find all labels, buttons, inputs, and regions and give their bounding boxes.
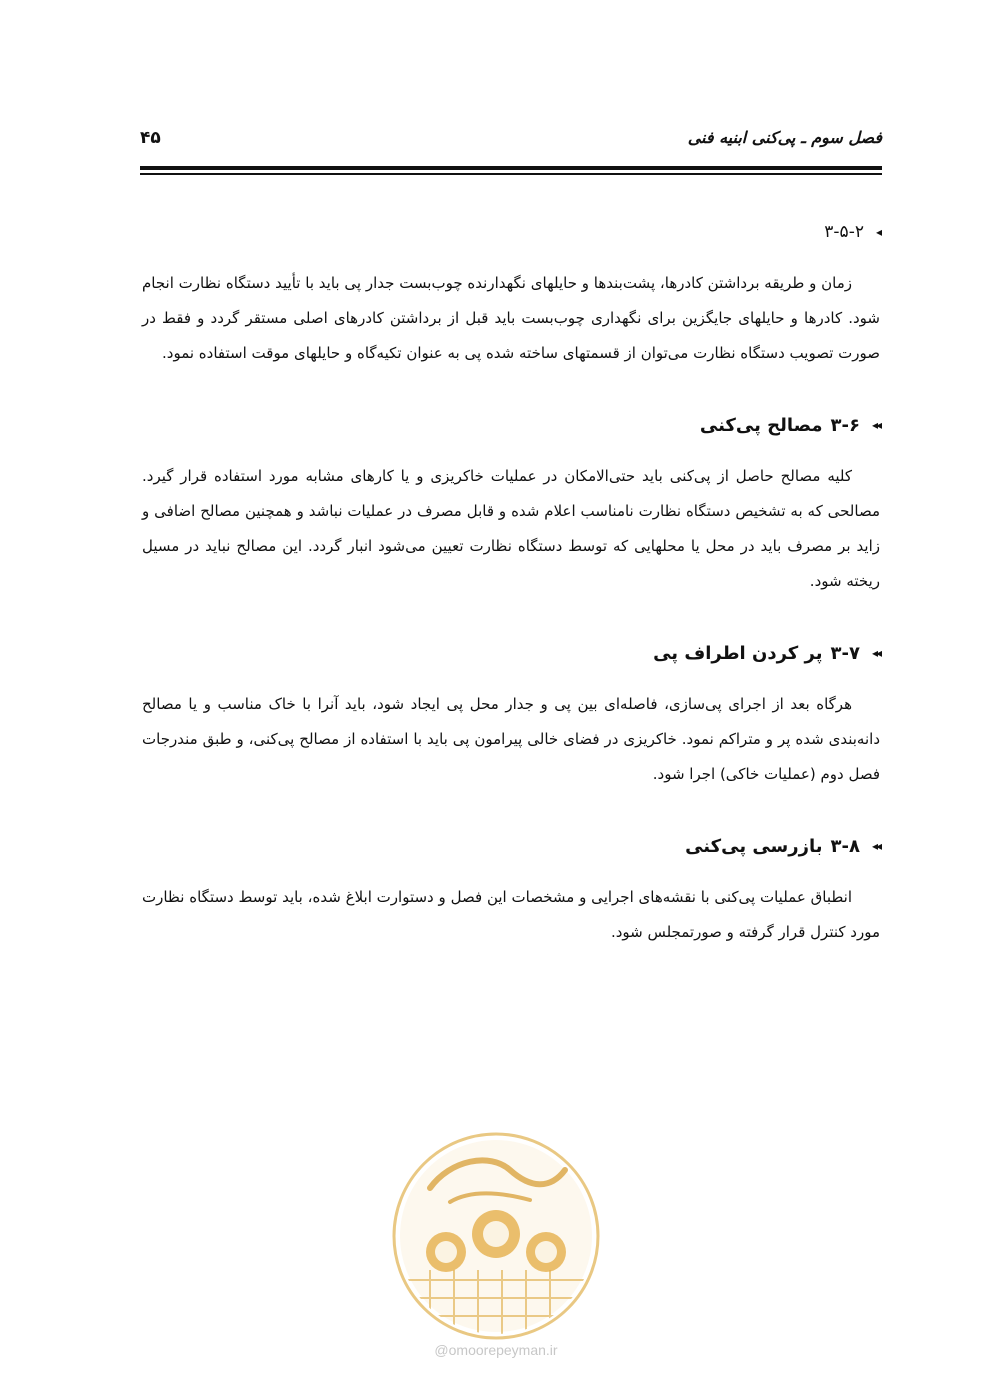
double-marker-icon: ◂◂ [871, 418, 880, 432]
section-number: ۳-۵-۲ [824, 222, 864, 242]
section-heading [142, 633, 880, 673]
header-rule-thick [140, 166, 882, 170]
section-heading [142, 405, 880, 445]
section-paragraph: انطباق عملیات پی‌کنی با نقشه‌های اجرایی و مشخصات این فصل و دستوارت ابلاغ شده، باید توسط دستگاه نظارت مورد کنترل قرار گرفته و صورتمجلس شود. [142, 888, 880, 941]
section-number: ۳-۷ [830, 642, 860, 664]
section-title: پر کردن اطراف پی [653, 642, 823, 664]
page-header [140, 128, 882, 158]
section-paragraph: کلیه مصالح حاصل از پی‌کنی باید حتی‌الامکان در عملیات خاکریزی و یا کارهای مشابه مورد استفاده قرار گیرد. مصالحی که به تشخیص دستگاه نظارت نامناسب اعلام شده و قابل مصرف در عملیات نباشد و همچنین مصالح اضافی و زاید بر مصرف باید در محل یا محلهایی که توسط دستگاه نظارت تعیین می‌شود انبار گردد. این مصالح نباید در مسیل ریخته شود. [142, 467, 880, 590]
section-paragraph: زمان و طریقه برداشتن کادرها، پشت‌بندها و حایلهای نگهدارنده چوب‌بست جدار پی باید با تأیید دستگاه نظارت انجام شود. کادرها و حایلهای جایگزین برای نگهداری چوب‌بست باید قبل از برداشتن کادرهای اصلی مستقر گردد و فقط در صورت تصویب دستگاه نظارت می‌توان از قسمتهای ساخته شده پی به عنوان تکیه‌گاه و حایلهای موقت استفاده نمود. [142, 274, 880, 362]
chapter-title: فصل سوم ـ پی‌کنی ابنیه فنی [687, 128, 882, 147]
header-rule-thin [140, 173, 882, 175]
double-marker-icon: ◂◂ [871, 646, 880, 660]
section-heading [142, 826, 880, 866]
watermark-url: @omoorepeyman.ir [434, 1342, 558, 1358]
seal-icon [390, 1130, 602, 1342]
page-content [142, 212, 880, 984]
section-title: مصالح پی‌کنی [699, 414, 823, 436]
section-number: ۳-۸ [830, 835, 860, 857]
double-marker-icon: ◂◂ [871, 839, 880, 853]
bullet-marker-icon: ◂ [875, 225, 880, 239]
section-title: بازرسی پی‌کنی [685, 835, 823, 857]
watermark-seal-logo [390, 1130, 602, 1342]
section-heading [142, 212, 880, 252]
page-number: ۴۵ [140, 128, 161, 148]
section-number: ۳-۶ [830, 414, 860, 436]
section-paragraph: هرگاه بعد از اجرای پی‌سازی، فاصله‌ای بین پی و جدار محل پی ایجاد شود، باید آنرا با خاک مناسب و یا مصالح دانه‌بندی شده پر و متراکم نمود. خاکریزی در فضای خالی پیرامون پی باید با استفاده از مصالح پی‌کنی، و طبق مندرجات فصل دوم (عملیات خاکی) اجرا شود. [142, 695, 880, 783]
